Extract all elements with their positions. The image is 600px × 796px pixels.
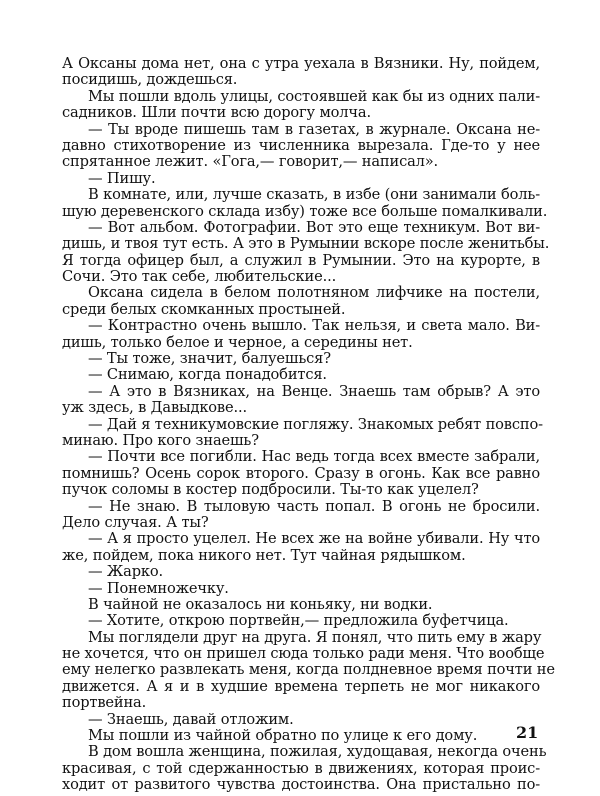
text-line: ему нелегко развлекать меня, когда полдневное время почти не: [62, 661, 555, 679]
text-line: Дело случая. А ты?: [62, 513, 209, 531]
text-line: спрятанное лежит. «Гога,— говорит,— написал».: [62, 153, 439, 171]
text-line: — Ты вроде пишешь там в газетах, в журнале. Оксана не-: [88, 120, 540, 138]
text-line: давно стихотворение из численника вырезала. Где-то у нее: [62, 136, 540, 154]
page-number: 21: [516, 723, 539, 742]
text-line: шую деревенского склада избу) тоже все больше помалкивали.: [62, 202, 548, 220]
text-line: — Почти все погибли. Нас ведь тогда всех вместе забрали,: [88, 448, 540, 466]
text-line: садников. Шли почти всю дорогу молча.: [62, 104, 371, 122]
text-line: А Оксаны дома нет, она с утра уехала в Вязники. Ну, пойдем,: [62, 55, 540, 72]
text-line: Мы поглядели друг на друга. Я понял, что пить ему в жару: [88, 628, 542, 646]
text-line: помнишь? Осень сорок второго. Сразу в огонь. Как все равно: [62, 464, 540, 482]
text-line: среди белых скомканных простыней.: [62, 300, 346, 318]
text-line: — Ты тоже, значит, балуешься?: [88, 350, 331, 368]
text-line: В чайной не оказалось ни коньяку, ни водки.: [88, 595, 433, 613]
text-line: пучок соломы в костер подбросили. Ты-то как уцелел?: [62, 481, 479, 499]
text-line: — А я просто уцелел. Не всех же на войне убивали. Ну что: [88, 530, 540, 548]
text-line: Я тогда офицер был, а служил в Румынии. Это на курорте, в: [62, 251, 540, 269]
text-line: — Пишу.: [88, 169, 156, 187]
text-line: Оксана сидела в белом полотняном лифчике на постели,: [88, 284, 540, 302]
text-line: — Вот альбом. Фотографии. Вот это еще техникум. Вот ви-: [88, 218, 540, 236]
text-line: дишь, и твоя тут есть. А это в Румынии вскоре после женитьбы.: [62, 235, 550, 253]
text-line: В комнате, или, лучше сказать, в избе (они занимали боль-: [88, 186, 540, 204]
text-line: — Знаешь, давай отложим.: [88, 710, 294, 728]
text-line: движется. А я и в худшие времена терпеть не мог никакого: [62, 677, 540, 695]
text-line: минаю. Про кого знаешь?: [62, 431, 259, 449]
text-line: — А это в Вязниках, на Венце. Знаешь там обрыв? А это: [88, 382, 540, 400]
text-line: не хочется, что он пришел сюда только ради меня. Что вообще: [62, 645, 545, 663]
text-line: посидишь, дождешься.: [62, 71, 238, 89]
body-text: [62, 55, 555, 794]
text-line: — Снимаю, когда понадобится.: [88, 366, 327, 384]
text-line: уж здесь, в Давыдкове...: [62, 399, 247, 417]
text-line: портвейна.: [62, 694, 147, 712]
text-line: ходит от развитого чувства достоинства. Она пристально по-: [62, 776, 540, 794]
text-line: красивая, с той сдержанностью в движениях, которая проис-: [62, 759, 540, 777]
text-line: Мы пошли из чайной обратно по улице к его дому.: [88, 727, 478, 745]
text-line: Сочи. Это так себе, любительские...: [62, 268, 337, 286]
text-line: — Жарко.: [88, 563, 164, 581]
text-line: дишь, только белое и черное, а середины нет.: [62, 333, 413, 351]
text-line: В дом вошла женщина, пожилая, худощавая, некогда очень: [88, 743, 547, 761]
text-line: — Дай я техникумовские погляжу. Знакомых ребят повспо-: [88, 415, 543, 433]
text-line: же, пойдем, пока никого нет. Тут чайная рядышком.: [62, 546, 466, 564]
text-line: — Понемножечку.: [88, 579, 229, 597]
text-line: — Контрастно очень вышло. Так нельзя, и света мало. Ви-: [88, 317, 540, 335]
text-line: Мы пошли вдоль улицы, состоявшей как бы из одних пали-: [88, 87, 540, 105]
text-line: — Не знаю. В тыловую часть попал. В огонь не бросили.: [88, 497, 540, 515]
text-line: — Хотите, открою портвейн,— предложила буфетчица.: [88, 612, 509, 630]
